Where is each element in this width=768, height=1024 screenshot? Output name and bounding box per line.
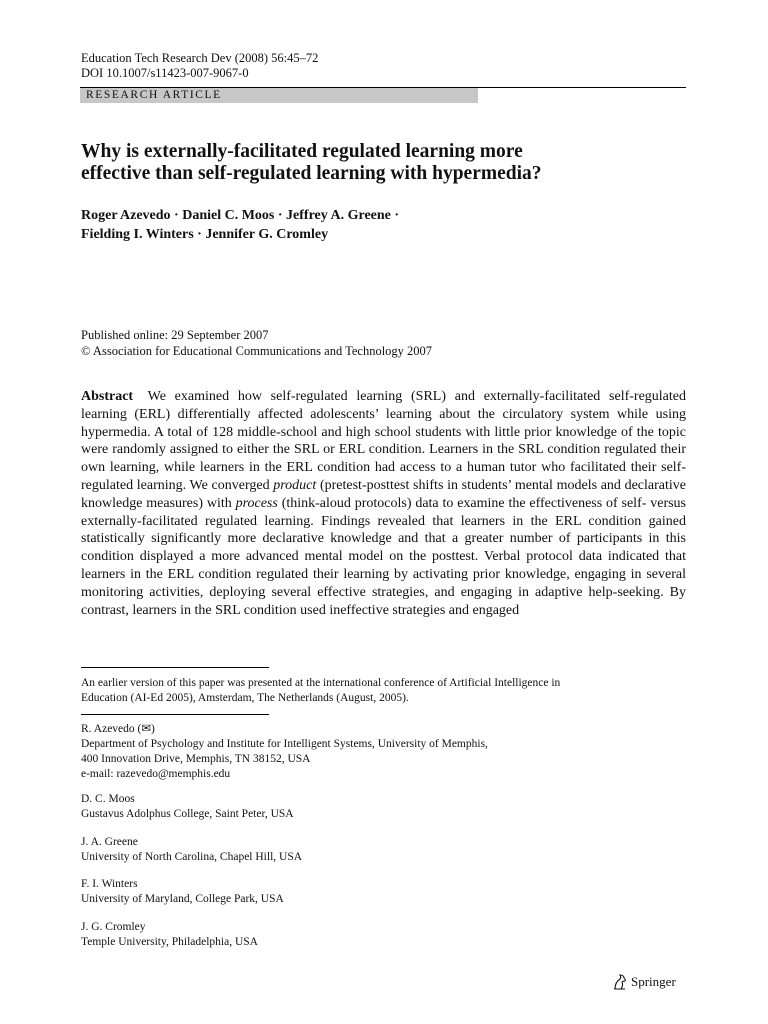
paper-title: [81, 141, 701, 185]
article-type-label: RESEARCH ARTICLE: [86, 89, 222, 101]
affiliation-moos: [81, 792, 686, 822]
affiliation-line: University of Maryland, College Park, USA: [81, 893, 284, 905]
abstract-text-1: We examined how self-regulated learning (SRL) and externally-facilitated self-regulated learning (ERL) differentially affected adolescents’ learning about the circulatory system while using hypermedia. A total of 128 middle-school and high school students with little prior knowledge of the topic were randomly assigned to either the SRL or ERL condition. Learners in the SRL condition regulated their own learning, while learners in the ERL condition had access to a human tutor who facilitated their self-regulated learning. We converged: [81, 389, 686, 493]
title-line-2: effective than self-regulated learning with hypermedia?: [81, 163, 542, 184]
title-line-1: Why is externally-facilitated regulated learning more: [81, 141, 523, 162]
journal-line: Education Tech Research Dev (2008) 56:45–72: [81, 51, 319, 65]
abstract-emphasis-product: product: [273, 477, 317, 493]
abstract-text-2: (pretest-posttest shifts in students’ mental models and declarative knowledge measures) with: [81, 477, 686, 511]
affiliation-line: 400 Innovation Drive, Memphis, TN 38152, USA: [81, 753, 311, 765]
published-date: Published online: 29 September 2007: [81, 328, 269, 342]
affiliation-name: J. A. Greene: [81, 836, 138, 848]
affiliation-name: J. G. Cromley: [81, 921, 146, 933]
abstract-label: Abstract: [81, 389, 134, 404]
doi-line: DOI 10.1007/s11423-007-9067-0: [81, 66, 249, 80]
copyright-notice: © Association for Educational Communications and Technology 2007: [81, 343, 433, 358]
affiliation-greene: [81, 835, 686, 865]
springer-horse-icon: [612, 973, 628, 991]
affiliation-line: Temple University, Philadelphia, USA: [81, 936, 258, 948]
authors-line-2: Fielding I. Winters · Jennifer G. Cromley: [81, 227, 329, 242]
affiliation-winters: [81, 877, 686, 907]
affiliation-name: R. Azevedo (✉): [81, 723, 155, 735]
affiliation-line: Department of Psychology and Institute for Intelligent Systems, University of Memphis,: [81, 738, 488, 750]
footnote: [81, 676, 686, 706]
affiliation-line: University of North Carolina, Chapel Hill, USA: [81, 851, 303, 863]
authors-line-1: Roger Azevedo · Daniel C. Moos · Jeffrey A. Greene ·: [81, 208, 400, 223]
article-type-bar: [80, 88, 478, 103]
affiliation-name: F. I. Winters: [81, 878, 138, 890]
affiliation-name: D. C. Moos: [81, 793, 135, 805]
footnote-line-2: Education (AI-Ed 2005), Amsterdam, The Netherlands (August, 2005).: [81, 692, 409, 704]
footnote-rule: [81, 667, 269, 668]
footnote-line-1: An earlier version of this paper was presented at the international conference of Artificial Intelligence in: [81, 677, 561, 689]
affiliation-cromley: [81, 920, 686, 950]
affiliation-rule: [81, 714, 269, 715]
journal-citation: [81, 51, 318, 81]
abstract: [81, 388, 686, 619]
abstract-text-3: (think-aloud protocols) data to examine the effectiveness of self- versus externally-facilitated regulated learning. Findings revealed that learners in the ERL condition gained statistically significantly more declarative knowledge and that a greater number of participants in this condition displayed a more advanced mental model on the posttest. Verbal protocol data indicated that learners in the ERL condition regulated their learning by activating prior knowledge, engaging in several monitoring activities, deploying several effective strategies, and engaging in adaptive help-seeking. By contrast, learners in the SRL condition used ineffective strategies and engaged: [81, 495, 687, 618]
affiliation-azevedo: [81, 722, 686, 782]
publication-info: [81, 328, 432, 359]
publisher-name: Springer: [631, 974, 676, 989]
springer-logo: [612, 973, 676, 991]
affiliation-line: Gustavus Adolphus College, Saint Peter, USA: [81, 808, 294, 820]
author-list: [81, 206, 701, 244]
abstract-emphasis-process: process: [235, 495, 278, 511]
email-line: e-mail: razevedo@memphis.edu: [81, 768, 231, 780]
